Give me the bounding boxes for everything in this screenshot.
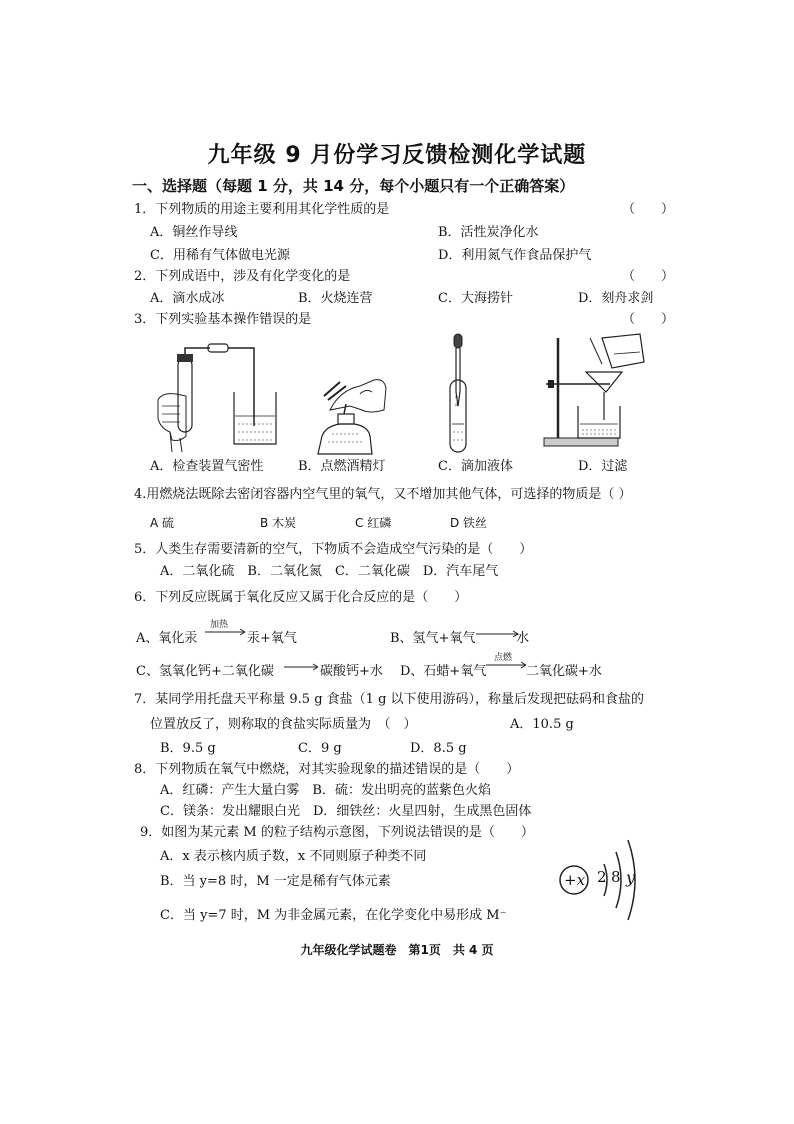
q2-option-c: C．大海捞针 <box>438 291 513 306</box>
q6-option-b-reactant: B、氢气+氧气 <box>390 631 476 646</box>
q3-option-a: A．检查装置气密性 <box>150 459 264 474</box>
question-9-stem: 9．如图为某元素 M 的粒子结构示意图，下列说法错误的是（ ） <box>140 825 534 840</box>
q6-option-a-product: 汞+氧气 <box>247 631 297 646</box>
answer-paren: （ ） <box>622 269 675 284</box>
q4-option-c: C 红磷 <box>355 516 392 530</box>
q1-option-b: B．活性炭净化水 <box>438 225 539 240</box>
nucleus-charge: +x <box>564 871 586 889</box>
q3-option-c: C．滴加液体 <box>438 459 513 474</box>
question-7-stem-line-1: 7．某同学用托盘天平称量 9.5 g 食盐（1 g 以下使用游码），称量后发现把砝码和食盐的 <box>134 692 645 707</box>
q7-option-c: C．9 g <box>298 741 342 756</box>
q9-option-b: B．当 y=8 时，M 一定是稀有气体元素 <box>160 874 391 889</box>
q9-option-a: A．x 表示核内质子数，x 不同则原子种类不同 <box>160 849 427 864</box>
svg-text:a: a <box>455 394 458 400</box>
q7-option-d: D．8.5 g <box>410 741 467 756</box>
q2-option-d: D．刻舟求剑 <box>578 291 654 306</box>
q4-option-d: D 铁丝 <box>450 516 488 530</box>
page-title: 九年级 9 月份学习反馈检测化学试题 <box>207 143 587 168</box>
question-4-stem: 4.用燃烧法既除去密闭容器内空气里的氧气，又不增加其他气体，可选择的物质是（ ） <box>134 487 632 502</box>
q6-option-d-reactant: D、石蜡+氧气 <box>400 664 487 679</box>
q7-option-a: A．10.5 g <box>510 717 574 732</box>
q6-d-condition: 点燃 <box>494 653 513 663</box>
figure-airtightness-check <box>150 340 280 452</box>
q4-option-b: B 木炭 <box>260 516 297 530</box>
question-2-stem: 2．下列成语中，涉及有化学变化的是 <box>134 269 351 284</box>
reaction-arrow <box>476 626 520 642</box>
question-6-stem: 6．下列反应既属于氧化反应又属于化合反应的是（ ） <box>134 590 468 605</box>
q6-a-condition: 加热 <box>210 620 229 630</box>
q1-option-a: A．铜丝作导线 <box>150 225 238 240</box>
q1-option-c: C．用稀有气体做电光源 <box>150 248 290 263</box>
shell-2-electrons: 8 <box>611 868 621 886</box>
question-7-stem-line-2: 位置放反了，则称取的食盐实际质量为 （ ） <box>150 717 417 732</box>
q3-option-d: D．过滤 <box>578 459 628 474</box>
q2-option-b: B．火烧连营 <box>298 291 373 306</box>
q6-option-b-product: 水 <box>516 631 530 646</box>
q9-option-c: C．当 y=7 时，M 为非金属元素，在化学变化中易形成 M⁻ <box>160 908 507 923</box>
question-3-stem: 3．下列实验基本操作错误的是 <box>134 312 312 327</box>
shell-1-electrons: 2 <box>597 868 607 886</box>
q6-option-d-product: 二氧化碳+水 <box>526 664 602 679</box>
reaction-arrow <box>284 659 320 675</box>
answer-paren: （ ） <box>622 312 675 327</box>
question-8-stem: 8．下列物质在氧气中燃烧，对其实验现象的描述错误的是（ ） <box>134 762 520 777</box>
q1-option-d: D．利用氮气作食品保护气 <box>438 248 592 263</box>
q3-option-b: B．点燃酒精灯 <box>298 459 386 474</box>
q7-option-b: B．9.5 g <box>160 741 216 756</box>
q6-option-a-reactant: A、氧化汞 <box>136 631 198 646</box>
answer-paren: （ ） <box>622 202 675 217</box>
q8-options-ab: A．红磷：产生大量白雾 B．硫：发出明亮的蓝紫色火焰 <box>160 783 491 798</box>
q4-option-a: A 硫 <box>150 516 175 530</box>
section-heading: 一、选择题（每题 1 分，共 14 分，每个小题只有一个正确答案） <box>132 177 575 195</box>
q5-options: A．二氧化硫 B．二氧化氮 C．二氧化碳 D．汽车尾气 <box>160 564 499 579</box>
q2-option-a: A．滴水成冰 <box>150 291 225 306</box>
svg-text:a: a <box>455 402 458 408</box>
figure-filtration <box>540 334 650 456</box>
page-footer: 九年级化学试题卷 第1页 共 4 页 <box>300 943 494 957</box>
question-5-stem: 5．人类生存需要清新的空气，下物质不会造成空气污染的是（ ） <box>134 542 533 557</box>
question-1-stem: 1．下列物质的用途主要利用其化学性质的是 <box>134 202 390 217</box>
figure-dropper <box>440 332 480 456</box>
q6-option-c-product: 碳酸钙+水 <box>320 664 383 679</box>
shell-3-electrons: y <box>626 868 636 887</box>
q8-options-cd: C．镁条：发出耀眼白光 D．细铁丝：火星四射，生成黑色固体 <box>160 804 532 819</box>
q6-option-c-reactant: C、氢氧化钙+二氧化碳 <box>136 664 274 679</box>
figure-alcohol-lamp <box>310 370 390 458</box>
